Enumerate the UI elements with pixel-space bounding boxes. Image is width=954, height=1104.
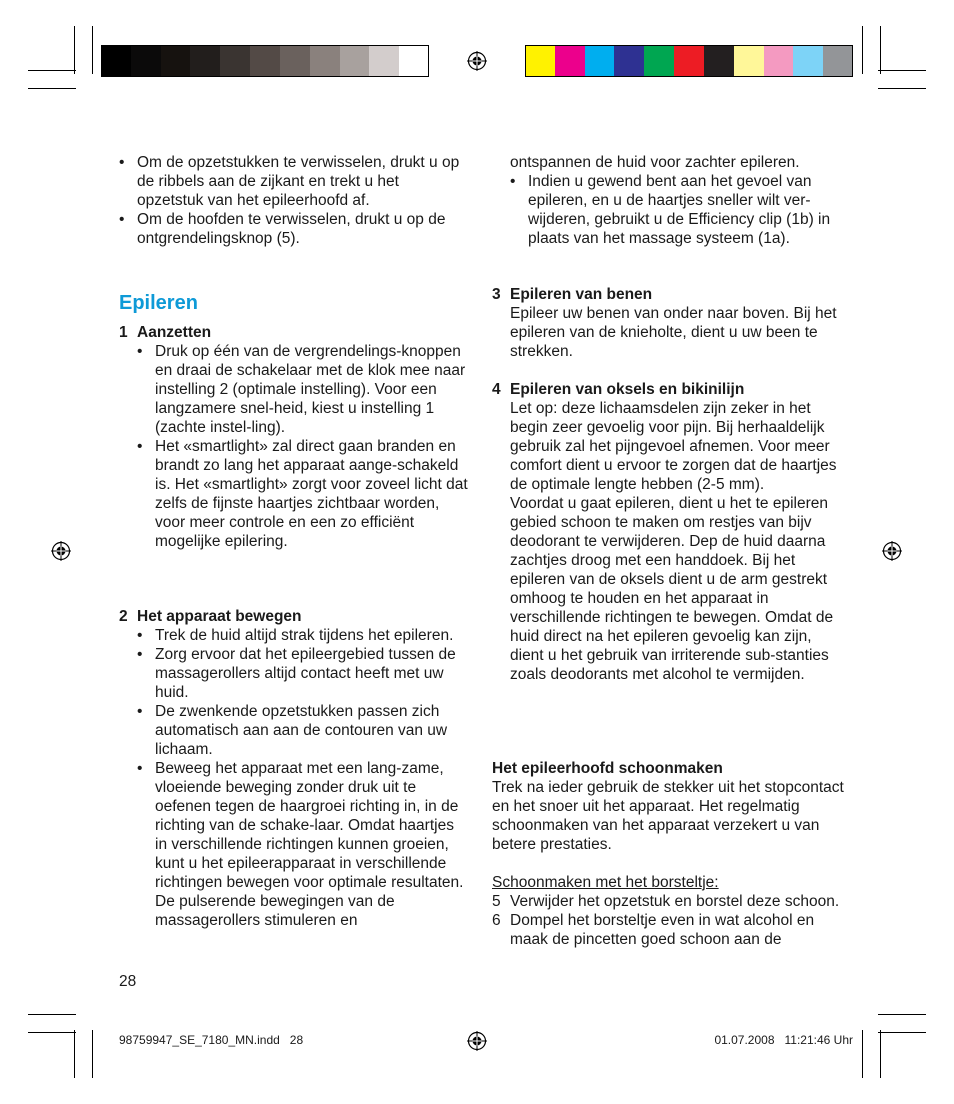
section-bewegen (119, 607, 469, 930)
list-item: • Om de opzetstukken te verwisselen, drukt u op de ribbels aan de zijkant en trekt u het opzetstuk van het epileerhoofd af. (119, 153, 469, 210)
crop-mark (880, 1030, 881, 1078)
section-borsteltje (492, 873, 845, 949)
paragraph: Let op: deze lichaamsdelen zijn zeker in het begin zeer gevoelig voor pijn. Bij herhaaldelijk gebruik zal het pijngevoel afnemen. Voor meer comfort dient u ervoor te zorgen dat de haartjes de optimale lengte hebben (2-5 mm). (510, 400, 837, 493)
crop-mark (28, 1014, 76, 1015)
paragraph: Voordat u gaat epileren, dient u het te epileren gebied schoon te maken om restjes van bijv deodorant te verwijderen. Dep de huid daarna zachtjes droog met een handdoek. Bij het epileren van de oksels dient u de arm gestrekt omhoog te houden en het apparaat in verschillende richtingen te bewegen. Omdat de huid direct na het epileren gevoelig kan zijn, dient u het gebruik van irriterende sub-stanties zoals deodorants met alcohol te vermijden. (510, 495, 834, 683)
section-benen (492, 285, 845, 361)
list-item: • Druk op één van de vergrendelings-knoppen en draai de schakelaar met de klok mee naar instelling 2 (optimale instelling). Voor een langzamere snel-heid, kiest u instelling 1 (zachte instel-ling). (137, 342, 469, 437)
registration-mark-icon (51, 541, 71, 561)
grayscale-bar-border (101, 45, 429, 77)
subheading: Het epileerhoofd schoonmaken (492, 760, 723, 777)
crop-mark (862, 26, 863, 74)
page-number: 28 (119, 973, 137, 990)
crop-mark (880, 26, 881, 74)
step-heading: 1 Aanzetten (119, 324, 212, 341)
step-heading: 2 Het apparaat bewegen (119, 608, 302, 625)
registration-mark-icon (882, 541, 902, 561)
list-item: 6 Dompel het borsteltje even in wat alcohol en maak de pincetten goed schoon aan de (492, 912, 815, 948)
crop-mark (74, 1030, 75, 1078)
process-bar-border (525, 45, 853, 77)
section-schoonmaken (492, 759, 845, 854)
paragraph: Trek na ieder gebruik de stekker uit het stopcontact en het snoer uit het apparaat. Het regelmatig schoonmaken van het apparaat verzekert u van betere prestaties. (492, 779, 844, 853)
datetime-slug: 01.07.2008 11:21:46 Uhr (714, 1033, 853, 1047)
step-heading: 4 Epileren van oksels en bikinilijn (492, 381, 745, 398)
left-column (119, 153, 469, 248)
list-item: 5 Verwijder het opzetstuk en borstel deze schoon. (492, 893, 840, 910)
list-item: • Zorg ervoor dat het epileergebied tussen de massagerollers altijd contact heeft met uw huid. (137, 645, 469, 702)
step-heading: 3 Epileren van benen (492, 286, 653, 303)
crop-mark (878, 70, 926, 71)
list-item: • Trek de huid altijd strak tijdens het epileren. (137, 626, 469, 645)
list-item: • Om de hoofden te verwisselen, drukt u op de ontgrendelingsknop (5). (119, 210, 469, 248)
crop-mark (74, 26, 75, 74)
crop-mark (878, 1014, 926, 1015)
registration-mark-icon (467, 1031, 487, 1051)
crop-mark (92, 26, 93, 74)
crop-mark (878, 88, 926, 89)
subheading: Schoonmaken met het borsteltje: (492, 874, 719, 891)
list-item: • Indien u gewend bent aan het gevoel van epileren, en u de haartjes sneller wilt ver-wijderen, gebruikt u de Efficiency clip (1b) in plaats van het massage systeem (1a). (510, 172, 845, 248)
list-item: • Het «smartlight» zal direct gaan branden en brandt zo lang het apparaat aange-schakeld is. Het «smartlight» zorgt voor zoveel licht dat zelfs de fijnste haartjes zichtbaar worden, voor meer controle en een zo efficiënt mogelijke epilering. (137, 437, 469, 551)
crop-mark (862, 1030, 863, 1078)
list-item: • De zwenkende opzetstukken passen zich automatisch aan aan de contouren van uw lichaam. (137, 702, 469, 759)
right-column-top (510, 153, 845, 248)
crop-mark (28, 1032, 76, 1033)
paragraph: Epileer uw benen van onder naar boven. Bij het epileren van de knieholte, dient u uw been te strekken. (510, 305, 837, 360)
section-aanzetten (119, 323, 469, 551)
file-slug: 98759947_SE_7180_MN.indd 28 (119, 1033, 304, 1047)
crop-mark (878, 1032, 926, 1033)
crop-mark (92, 1030, 93, 1078)
list-item: • Beweeg het apparaat met een lang-zame, vloeiende beweging zonder druk uit te oefenen tegen de haargroei richting in, in de richting van de schake-laar. Omdat haartjes in verschillende richtingen kunnen groeien, kunt u het epileerapparaat in verschillende richtingen bewegen voor optimale resultaten. De pulserende bewegingen van de massagerollers stimuleren en (137, 759, 469, 930)
crop-mark (28, 70, 76, 71)
section-heading: Epileren (119, 292, 198, 314)
section-oksels (492, 380, 845, 684)
paragraph: ontspannen de huid voor zachter epileren. (510, 154, 800, 171)
registration-mark-icon (467, 51, 487, 71)
crop-mark (28, 88, 76, 89)
